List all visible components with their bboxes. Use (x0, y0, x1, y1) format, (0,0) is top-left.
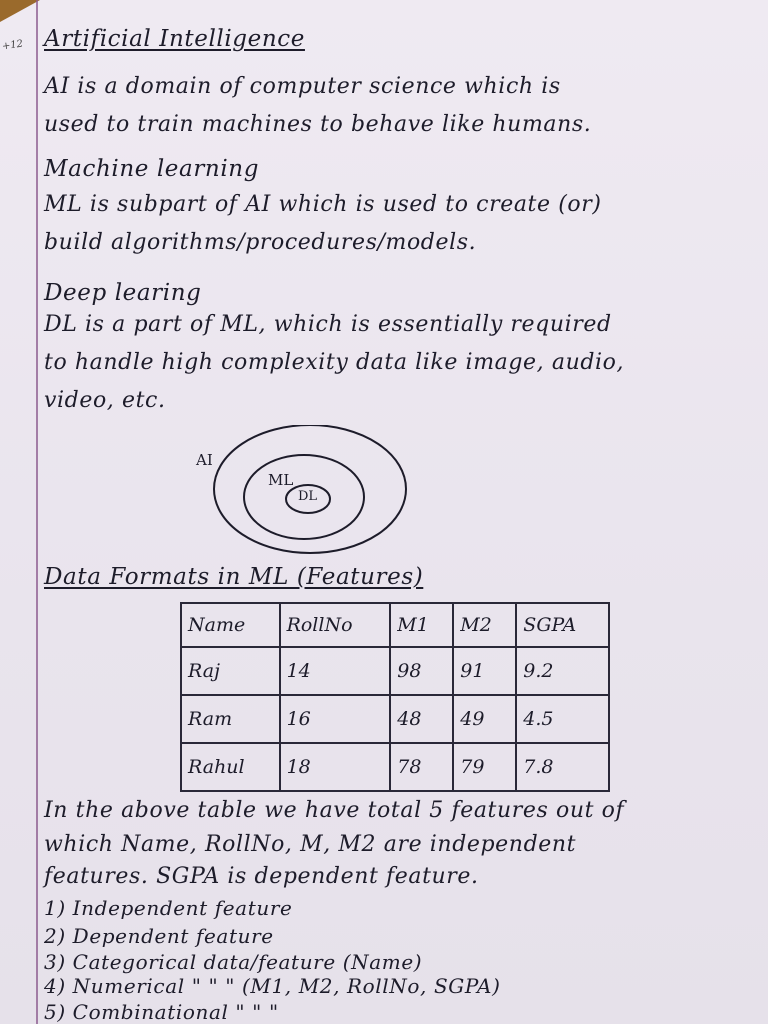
cell-rollno: 16 (280, 695, 391, 743)
list-item: 4) Numerical " " " (M1, M2, RollNo, SGPA) (44, 974, 501, 998)
cell-m1: 98 (390, 647, 453, 695)
cell-m2: 49 (453, 695, 516, 743)
dl-def-line-3: video, etc. (44, 388, 166, 413)
cell-m2: 91 (453, 647, 516, 695)
edge-note: +12 (1, 38, 24, 53)
page-corner (0, 0, 40, 22)
ml-heading: Machine learning (44, 156, 260, 182)
ai-def-line-2: used to train machines to behave like humans. (44, 112, 592, 137)
table-row (181, 695, 609, 743)
venn-label-dl: DL (298, 489, 318, 504)
list-item: 1) Independent feature (44, 896, 293, 920)
venn-label-ml: ML (268, 471, 294, 489)
features-table (180, 602, 610, 792)
table-row (181, 647, 609, 695)
list-item: 3) Categorical data/feature (Name) (44, 950, 423, 974)
header-rollno: RollNo (280, 603, 391, 647)
cell-rollno: 18 (280, 743, 391, 791)
table-heading: Data Formats in ML (Features) (44, 564, 424, 590)
summary-line-1: In the above table we have total 5 features out of (44, 798, 625, 823)
ai-ml-dl-diagram (180, 425, 420, 565)
list-item: 5) Combinational " " " (44, 1000, 279, 1024)
dl-def-line-2: to handle high complexity data like image, audio, (44, 350, 625, 375)
ml-def-line-2: build algorithms/procedures/models. (44, 230, 477, 255)
summary-line-2: which Name, RollNo, M, M2 are independent (44, 832, 577, 857)
header-m1: M1 (390, 603, 453, 647)
header-m2: M2 (453, 603, 516, 647)
title: Artificial Intelligence (44, 26, 305, 52)
cell-name: Rahul (181, 743, 280, 791)
cell-name: Ram (181, 695, 280, 743)
list-item: 2) Dependent feature (44, 924, 274, 948)
margin-line (36, 0, 38, 1024)
cell-sgpa: 4.5 (516, 695, 609, 743)
cell-rollno: 14 (280, 647, 391, 695)
ai-def-line-1: AI is a domain of computer science which is (44, 74, 561, 99)
cell-name: Raj (181, 647, 280, 695)
dl-def-line-1: DL is a part of ML, which is essentially required (44, 312, 612, 337)
ml-def-line-1: ML is subpart of AI which is used to create (or) (44, 192, 602, 217)
cell-sgpa: 7.8 (516, 743, 609, 791)
cell-m2: 79 (453, 743, 516, 791)
venn-label-ai: AI (196, 451, 213, 469)
summary-line-3: features. SGPA is dependent feature. (44, 864, 479, 889)
cell-m1: 78 (390, 743, 453, 791)
cell-sgpa: 9.2 (516, 647, 609, 695)
table-header-row (181, 603, 609, 647)
header-sgpa: SGPA (516, 603, 609, 647)
dl-heading: Deep learing (44, 280, 202, 306)
table-row (181, 743, 609, 791)
cell-m1: 48 (390, 695, 453, 743)
header-name: Name (181, 603, 280, 647)
